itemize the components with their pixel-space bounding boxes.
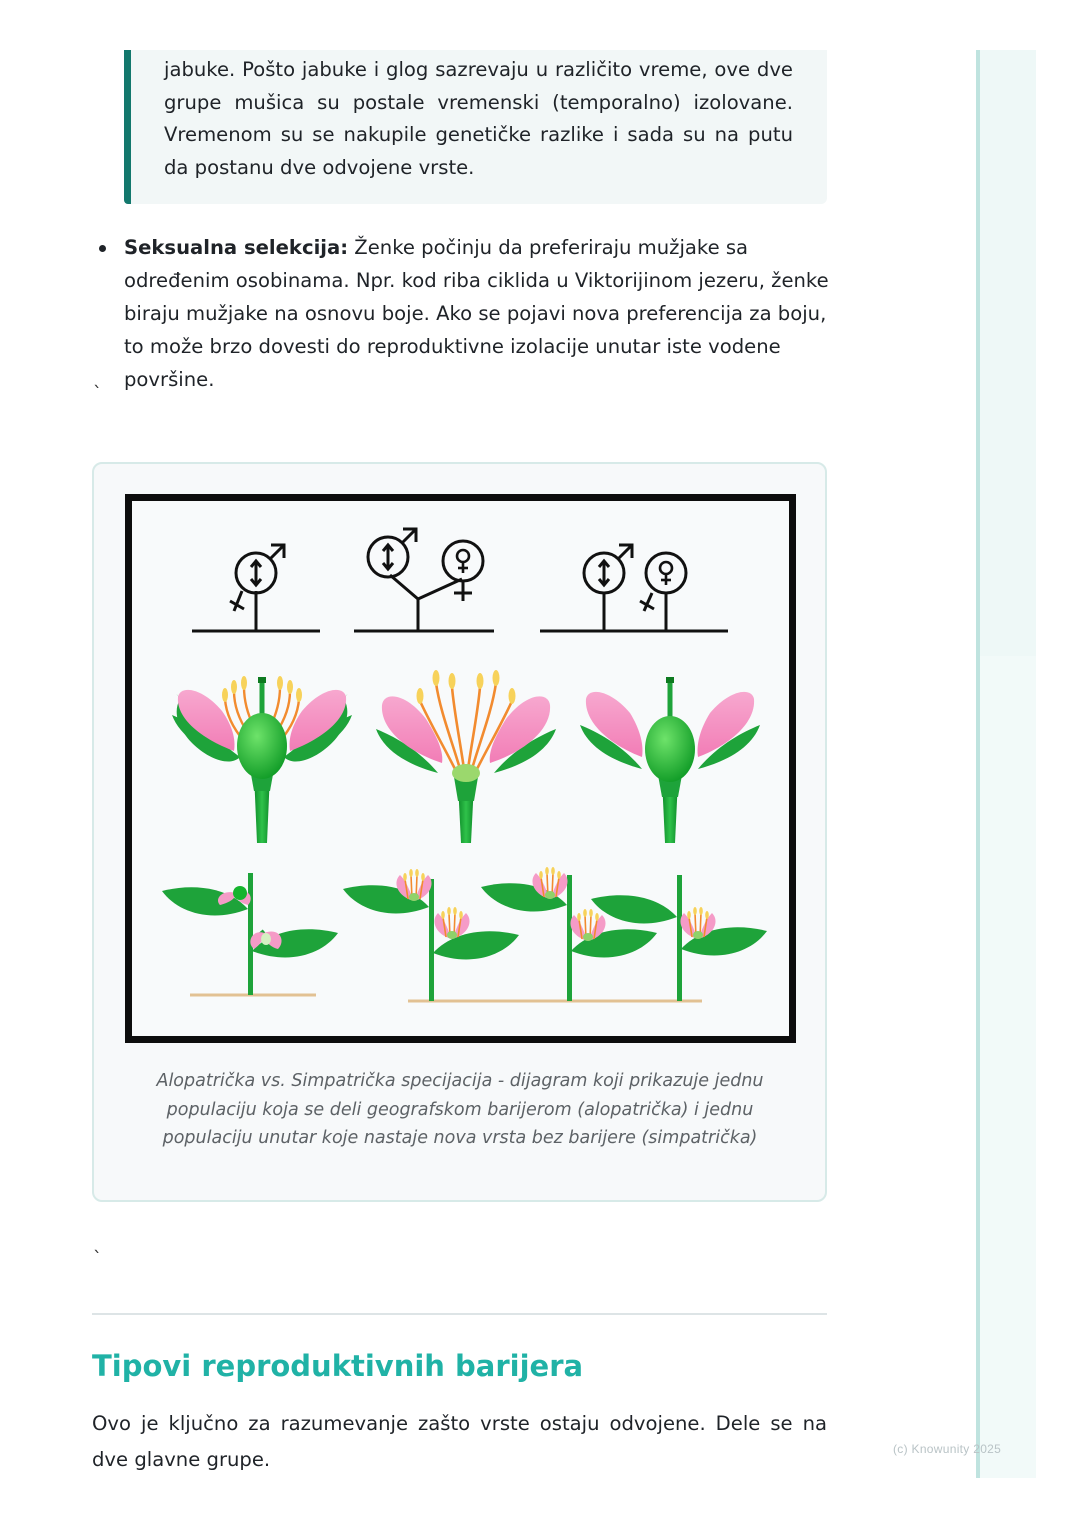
symbol-group-1 (192, 545, 320, 631)
backtick-mark: ` (93, 1248, 102, 1269)
list-item (124, 231, 829, 396)
flower-hermaphrodite (162, 676, 352, 843)
blockquote-text: jabuke. Pošto jabuke i glog sazrevaju u različito vreme, ove dve grupe mušica su postale vremenski (temporalno) izolovane. Vremenom su se nakupile genetičke razlike i sada su na putu da postanu dve odvojene vrste. (164, 58, 793, 179)
copyright: (c) Knowunity 2025 (893, 1442, 1002, 1456)
symbol-group-2 (354, 529, 494, 631)
section-body: Ovo je ključno za razumevanje zašto vrste ostaju odvojene. Dele se na dve glavne grupe. (92, 1412, 827, 1471)
section-divider (92, 1313, 827, 1315)
backtick-mark: ` (93, 383, 102, 404)
flower-male (376, 670, 556, 843)
flower-female (580, 677, 760, 843)
right-rail (976, 50, 1036, 1478)
bullet-dot (99, 245, 106, 252)
bullet-list (124, 231, 829, 396)
blockquote (124, 50, 827, 204)
figure-frame (125, 494, 796, 1043)
plant-group-right (343, 867, 767, 1001)
section-heading: Tipovi reproduktivnih barijera (92, 1349, 584, 1383)
right-rail-lower (980, 656, 1036, 1478)
speciation-diagram (132, 501, 789, 1036)
bullet-text: Ženke počinju da preferiraju mužjake sa određenim osobinama. Npr. kod riba ciklida u Viktorijinom jezeru, ženke biraju mužjake na osnovu boje. Ako se pojavi nova preferencija za boju, to može brzo dovesti do reproduktivne izolacije unutar iste vodene površine. (124, 236, 829, 391)
symbol-group-3 (540, 545, 728, 631)
bullet-term: Seksualna selekcija: (124, 236, 349, 259)
figure-card (92, 462, 827, 1202)
figure-caption: Alopatrička vs. Simpatrička specijacija - dijagram koji prikazuje jednu populaciju koja se deli geografskom barijerom (alopatrička) i jednu populaciju unutar koje nastaje nova vrsta bez barijere (simpatrička) (156, 1071, 764, 1149)
plant-group-left (162, 873, 338, 995)
